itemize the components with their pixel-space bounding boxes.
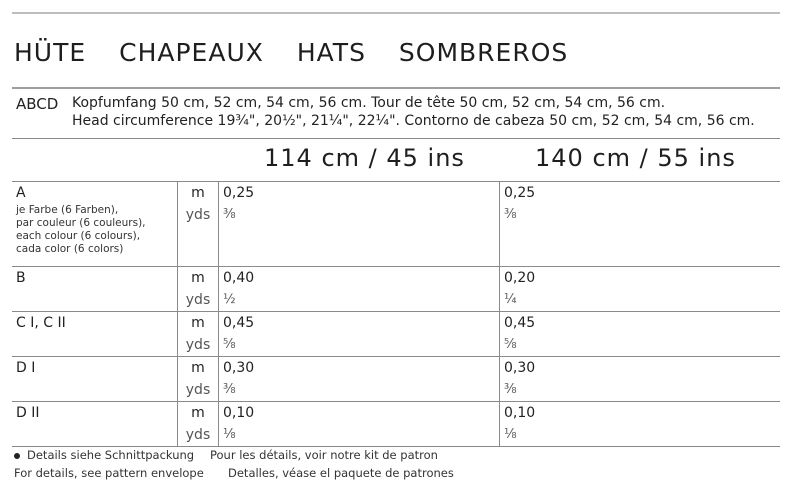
view-cell [12,312,178,356]
width-header-114: 114 cm / 45 ins [264,144,465,172]
view-cell [12,402,178,446]
footer-es: Detalles, véase el paquete de patrones [228,466,454,480]
value-cell-114 [219,312,500,356]
view-label: B [16,270,26,286]
value-m: 0,30 [223,360,255,376]
value-cell-114 [219,182,500,266]
table-row [12,182,780,267]
value-m: 0,20 [504,270,536,286]
bullet-icon [14,453,20,459]
per-colour-note: je Farbe (6 Farben), par couleur (6 couleurs), each colour (6 colours), cada color (6 colors) [16,204,146,255]
table-row [12,267,780,312]
value-cell-140 [500,267,780,311]
unit-m: m [191,185,205,201]
sizes-key: ABCD [16,95,59,113]
table-row [12,357,780,402]
view-cell [12,267,178,311]
unit-cell [178,312,219,356]
value-cell-114 [219,357,500,401]
sizes-line-1: Kopfumfang 50 cm, 52 cm, 54 cm, 56 cm. Tour de tête 50 cm, 52 cm, 54 cm, 56 cm. [72,95,666,111]
value-cell-114 [219,267,500,311]
value-yds: ½ [223,292,236,307]
view-cell [12,357,178,401]
footer-de: Details siehe Schnittpackung [27,448,195,462]
value-m: 0,45 [223,315,255,331]
title-rule [12,87,780,89]
page-title [14,38,568,67]
value-cell-140 [500,312,780,356]
value-cell-140 [500,182,780,266]
value-cell-140 [500,357,780,401]
value-yds: ⅜ [223,382,236,397]
value-cell-140 [500,402,780,446]
unit-yds: yds [185,427,211,443]
value-yds: ⅛ [504,427,517,442]
footer-fr: Pour les détails, voir notre kit de patron [210,448,438,462]
title-de: HÜTE [14,38,87,67]
table-header-row [12,139,780,182]
value-yds: ⅜ [504,382,517,397]
width-header-140: 140 cm / 55 ins [535,144,736,172]
value-yds: ¼ [504,292,517,307]
unit-yds: yds [185,337,211,353]
value-m: 0,25 [504,185,536,201]
value-yds: ⅜ [504,207,517,222]
yardage-table [12,138,780,447]
view-label: C I, C II [16,315,66,331]
footer-notes [14,446,454,482]
title-es: SOMBREROS [398,38,569,67]
unit-m: m [191,315,205,331]
unit-cell [178,357,219,401]
value-yds: ⅜ [223,207,236,222]
footer-en: For details, see pattern envelope [14,466,204,480]
view-cell [12,182,178,266]
value-m: 0,40 [223,270,255,286]
unit-cell [178,402,219,446]
sizes-line-2: Head circumference 19¾", 20½", 21¼", 22¼". Contorno de cabeza 50 cm, 52 cm, 54 cm, 56 cm. [72,113,755,129]
unit-m: m [191,360,205,376]
value-yds: ⅝ [504,337,517,352]
value-m: 0,45 [504,315,536,331]
unit-m: m [191,405,205,421]
view-label: D II [16,405,40,421]
view-label: A [16,185,26,201]
value-m: 0,10 [504,405,536,421]
value-yds: ⅛ [223,427,236,442]
title-fr: CHAPEAUX [119,38,264,67]
view-label: D I [16,360,36,376]
unit-yds: yds [185,207,211,223]
value-m: 0,25 [223,185,255,201]
top-rule [12,12,780,14]
unit-cell [178,267,219,311]
unit-yds: yds [185,382,211,398]
unit-cell [178,182,219,266]
value-m: 0,10 [223,405,255,421]
unit-yds: yds [185,292,211,308]
value-m: 0,30 [504,360,536,376]
unit-m: m [191,270,205,286]
table-row [12,312,780,357]
value-yds: ⅝ [223,337,236,352]
title-en: HATS [296,38,366,67]
table-row [12,402,780,447]
value-cell-114 [219,402,500,446]
